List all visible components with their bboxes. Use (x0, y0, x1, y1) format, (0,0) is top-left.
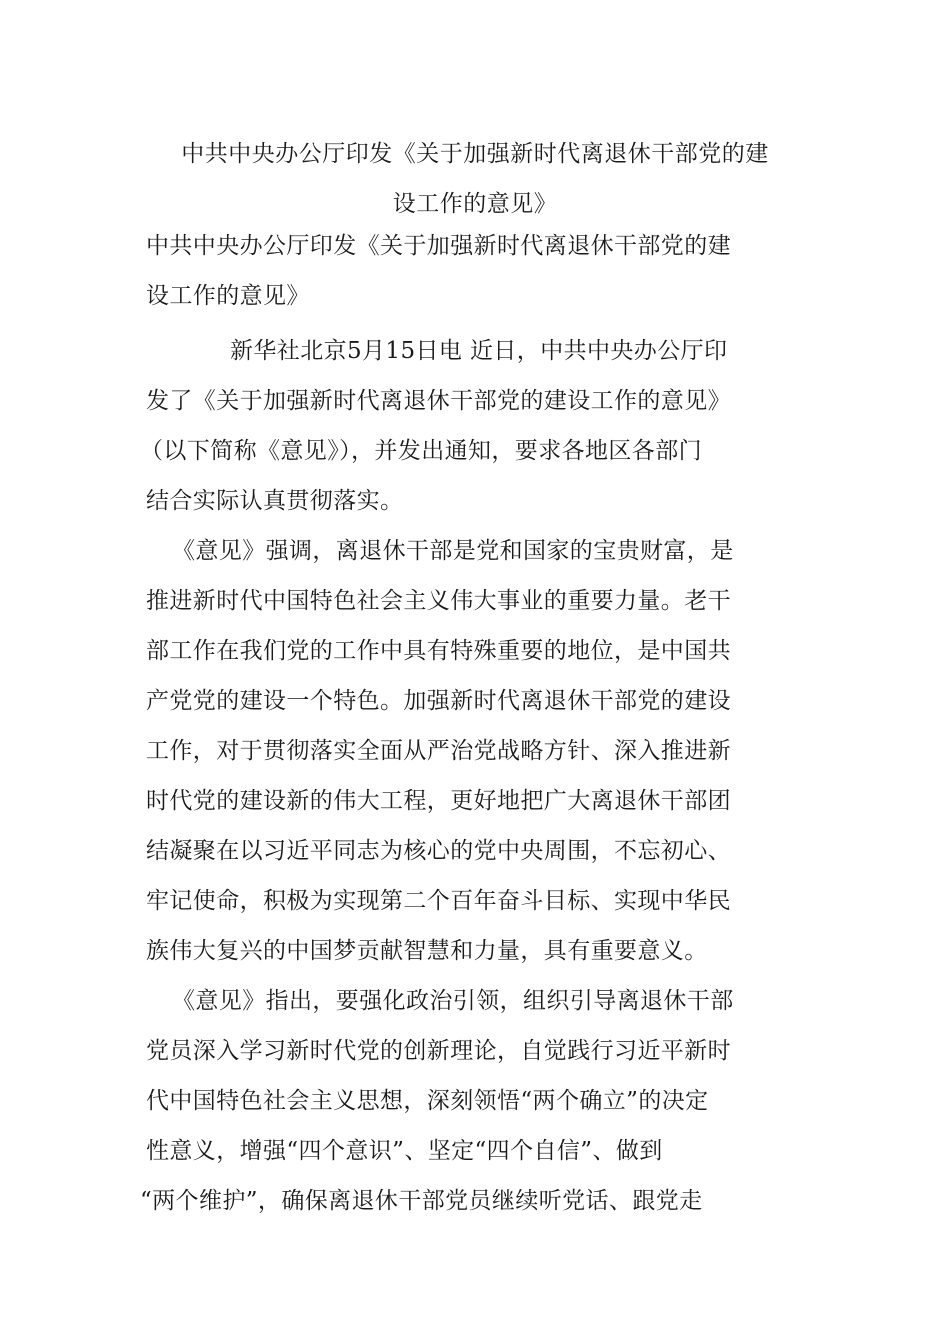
body-line: 发了《关于加强新时代离退休干部党的建设工作的意见》 (146, 388, 731, 414)
body-line: 族伟大复兴的中国梦贡献智慧和力量，具有重要意义。 (146, 938, 708, 964)
body-line: 工作，对于贯彻落实全面从严治党战略方针、深入推进新 (146, 738, 731, 764)
body-line: 党员深入学习新时代党的创新理论，自觉践行习近平新时 (146, 1038, 731, 1064)
body-line: 《意见》强调，离退休干部是党和国家的宝贵财富，是 (172, 538, 734, 564)
body-line: 结凝聚在以习近平同志为核心的党中央周围，不忘初心、 (146, 838, 731, 864)
body-line: 新华社北京5月15日电 近日，中共中央办公厅印 (230, 338, 728, 364)
body-line: 部工作在我们党的工作中具有特殊重要的地位，是中国共 (146, 638, 731, 664)
body-line: 时代党的建设新的伟大工程，更好地把广大离退休干部团 (146, 788, 731, 814)
body-line: 结合实际认真贯彻落实。 (146, 488, 404, 514)
document-title-line-1: 中共中央办公厅印发《关于加强新时代离退休干部党的建 (181, 141, 769, 167)
body-line: 推进新时代中国特色社会主义伟大事业的重要力量。老干 (146, 588, 731, 614)
body-line: “两个维护”，确保离退休干部党员继续听党话、跟党走 (140, 1188, 703, 1214)
body-line: 设工作的意见》 (146, 283, 310, 309)
body-line: 中共中央办公厅印发《关于加强新时代离退休干部党的建 (146, 233, 731, 259)
body-line: 《意见》指出，要强化政治引领，组织引导离退休干部 (172, 988, 734, 1014)
body-line: （以下简称《意见》），并发出通知，要求各地区各部门 (140, 438, 702, 464)
body-line: 牢记使命，积极为实现第二个百年奋斗目标、实现中华民 (146, 888, 731, 914)
body-line: 代中国特色社会主义思想，深刻领悟“两个确立”的决定 (146, 1088, 709, 1114)
body-line: 产党党的建设一个特色。加强新时代离退休干部党的建设 (146, 688, 731, 714)
document-title-line-2: 设工作的意见》 (392, 191, 558, 217)
body-line: 性意义，增强“四个意识”、坚定“四个自信”、做到 (146, 1138, 663, 1164)
